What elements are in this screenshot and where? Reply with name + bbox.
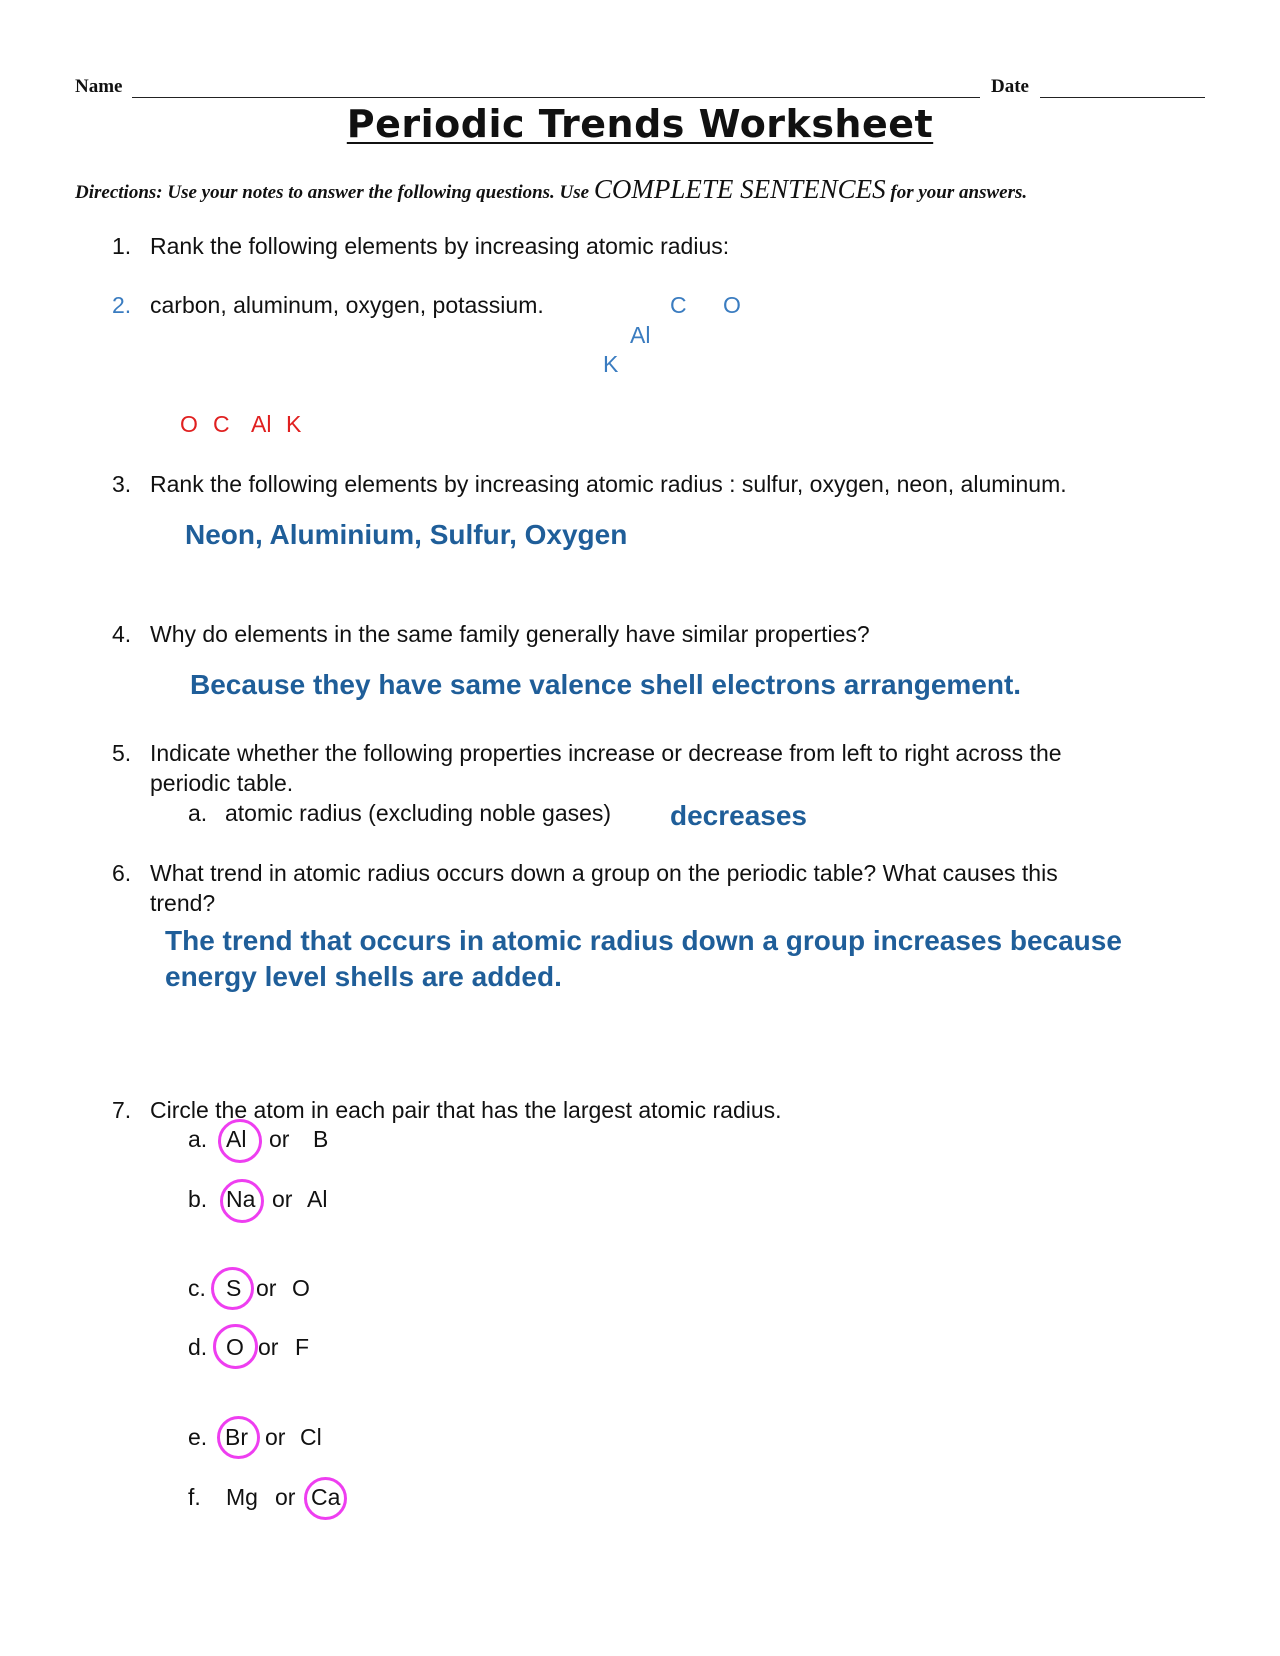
q4-number: 4. (112, 621, 132, 647)
pair-second: Al (307, 1186, 328, 1212)
q3-number: 3. (112, 471, 132, 497)
directions (75, 174, 1027, 205)
pair-first: O (226, 1334, 244, 1360)
pair-letter: e. (188, 1424, 208, 1450)
q5-sub-text: atomic radius (excluding noble gases) (225, 800, 612, 826)
q2-answer-3: Al (251, 411, 272, 437)
q7-number: 7. (112, 1097, 132, 1123)
directions-tail: for your answers. (885, 182, 1028, 203)
pair-letter: a. (188, 1126, 208, 1152)
q3-answer: Neon, Aluminium, Sulfur, Oxygen (185, 519, 628, 550)
pair-or: or (272, 1186, 293, 1212)
q2-sketch-o: O (723, 292, 741, 318)
date-field-line[interactable] (1040, 97, 1205, 98)
pair-second: Cl (300, 1424, 322, 1450)
q5-answer: decreases (670, 800, 808, 831)
answer-circle[interactable] (211, 1267, 254, 1310)
answer-circle[interactable] (213, 1324, 258, 1369)
pair-first: Al (226, 1126, 247, 1152)
q6-number: 6. (112, 860, 132, 886)
pair-second: B (313, 1126, 329, 1152)
answer-circle[interactable] (217, 1416, 260, 1459)
pair-or: or (265, 1424, 286, 1450)
q2-sketch-c: C (670, 292, 687, 318)
q2-text: carbon, aluminum, oxygen, potassium. (150, 292, 544, 318)
pair-first: Mg (226, 1484, 258, 1510)
answer-circle[interactable] (218, 1119, 262, 1163)
pair-letter: f. (188, 1484, 201, 1510)
pair-or: or (269, 1126, 290, 1152)
q1-number: 1. (112, 233, 132, 259)
pair-first: S (226, 1275, 242, 1301)
q5-text-line2: periodic table. (150, 770, 294, 796)
q5-sub-letter: a. (188, 800, 208, 826)
pair-letter: c. (188, 1275, 206, 1301)
q5-number: 5. (112, 740, 132, 766)
q3-text: Rank the following elements by increasing atomic radius : sulfur, oxygen, neon, aluminum. (150, 471, 1067, 497)
q6-answer-line2: energy level shells are added. (165, 961, 562, 992)
q4-text: Why do elements in the same family generally have similar properties? (150, 621, 870, 647)
q6-text-line2: trend? (150, 890, 216, 916)
page-title: Periodic Trends Worksheet (346, 102, 934, 146)
q2-sketch-al: Al (630, 322, 651, 348)
q2-answer-1: O (180, 411, 198, 437)
directions-emphasis: COMPLETE SENTENCES (593, 174, 886, 204)
pair-second: O (292, 1275, 310, 1301)
pair-second: Ca (311, 1484, 341, 1510)
q4-answer: Because they have same valence shell electrons arrangement. (190, 669, 1022, 700)
pair-or: or (258, 1334, 279, 1360)
name-field-line[interactable] (132, 97, 980, 98)
q7-text: Circle the atom in each pair that has the largest atomic radius. (150, 1097, 782, 1123)
q2-answer-4: K (286, 411, 302, 437)
q2-number: 2. (112, 292, 132, 318)
q1-text: Rank the following elements by increasing atomic radius: (150, 233, 730, 259)
q6-answer-line1: The trend that occurs in atomic radius down a group increases because (165, 925, 1122, 956)
answer-circle[interactable] (304, 1477, 347, 1520)
date-label: Date (991, 76, 1029, 97)
pair-first: Br (225, 1424, 248, 1450)
pair-first: Na (226, 1186, 256, 1212)
pair-letter: d. (188, 1334, 208, 1360)
answer-circle[interactable] (220, 1179, 264, 1223)
q2-sketch-k: K (603, 351, 619, 377)
pair-second: F (295, 1334, 310, 1360)
q2-answer-2: C (213, 411, 230, 437)
pair-letter: b. (188, 1186, 208, 1212)
pair-or: or (275, 1484, 296, 1510)
name-label: Name (75, 76, 123, 97)
pair-or: or (256, 1275, 277, 1301)
q5-text-line1: Indicate whether the following properties increase or decrease from left to right across the (150, 740, 1062, 766)
q6-text-line1: What trend in atomic radius occurs down a group on the periodic table? What causes this (150, 860, 1058, 886)
directions-lead: Directions: Use your notes to answer the following questions. Use (75, 182, 594, 203)
